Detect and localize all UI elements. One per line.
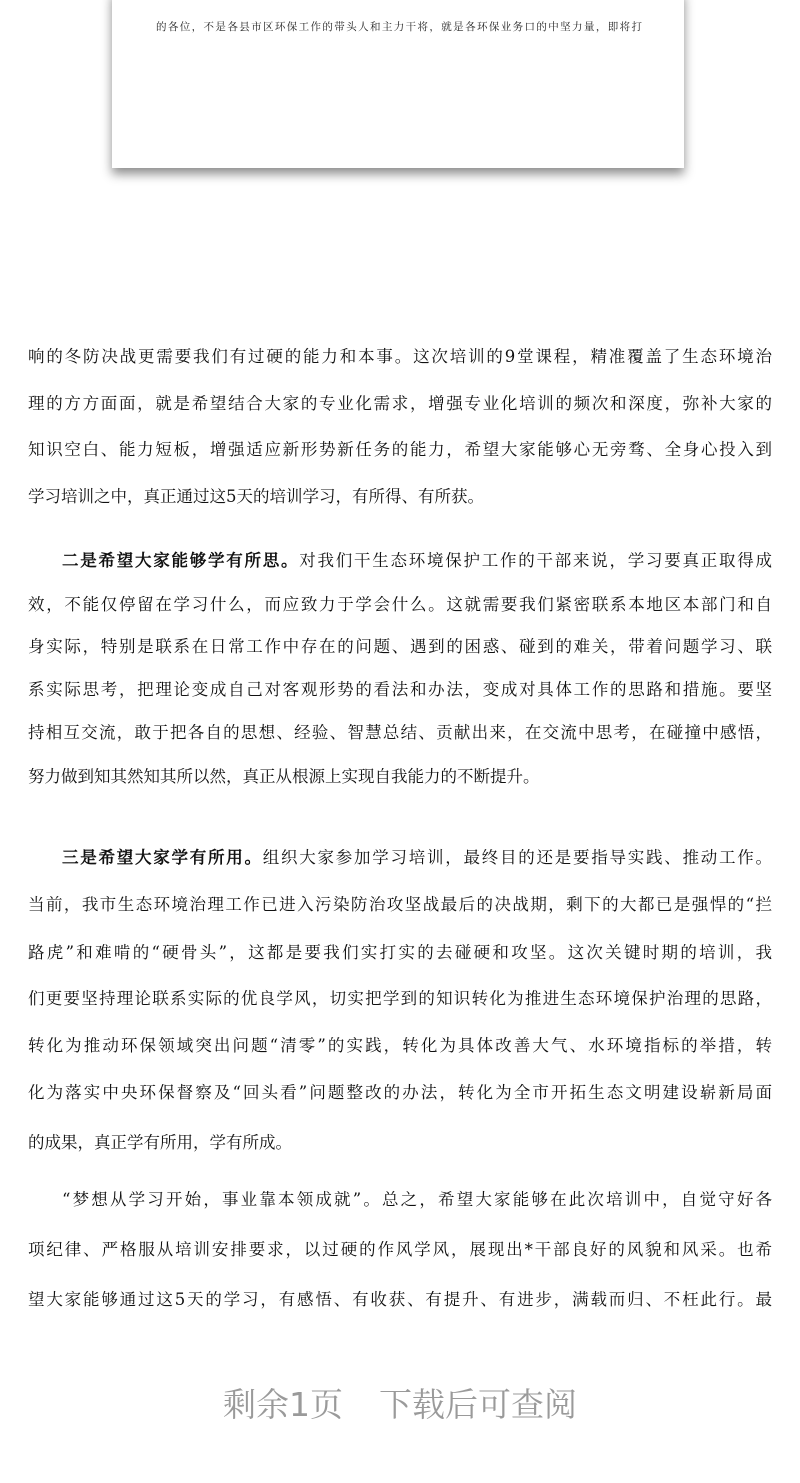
download-hint-label[interactable]: 下载后可查阅 — [379, 1385, 577, 1424]
text-line: 们更要坚持理论联系实际的优良学风，切实把学到的知识转化为推进生态环境保护治理的思路， — [28, 989, 772, 1008]
preview-page-card — [112, 0, 684, 168]
text-line: 当前，我市生态环境治理工作已进入污染防治攻坚战最后的决战期，剩下的大都已是强悍的“拦 — [28, 895, 772, 914]
remaining-pages-label: 剩余1页 — [223, 1385, 343, 1424]
paragraph-lead: 三是希望大家学有所用。 — [62, 848, 263, 867]
text-line: 的成果，真正学有所用，学有所成。 — [28, 1133, 292, 1152]
text-line: 持相互交流，敢于把各自的思想、经验、智慧总结、贡献出来，在交流中思考，在碰撞中感悟， — [28, 723, 772, 742]
text-line-rest: 对我们干生态环境保护工作的干部来说，学习要真正取得成 — [299, 551, 772, 570]
text-line: 望大家能够通过这5天的学习，有感悟、有收获、有提升、有进步，满载而归、不枉此行。最 — [28, 1290, 772, 1309]
text-line: 响的冬防决战更需要我们有过硬的能力和本事。这次培训的9堂课程，精准覆盖了生态环境治 — [28, 347, 772, 366]
text-line: “梦想从学习开始，事业靠本领成就”。总之，希望大家能够在此次培训中，自觉守好各 — [62, 1190, 772, 1209]
text-line — [28, 846, 772, 870]
text-line: 学习培训之中，真正通过这5天的培训学习，有所得、有所获。 — [28, 487, 484, 506]
text-line-rest: 组织大家参加学习培训，最终目的还是要指导实践、推动工作。 — [262, 848, 772, 867]
download-prompt[interactable] — [0, 1383, 800, 1427]
text-line: 化为落实中央环保督察及“回头看”问题整改的办法，转化为全市开拓生态文明建设崭新局面 — [28, 1083, 772, 1102]
text-line: 效，不能仅停留在学习什么，而应致力于学会什么。这就需要我们紧密联系本地区本部门和自 — [28, 595, 772, 614]
text-line: 项纪律、严格服从培训安排要求，以过硬的作风学风，展现出*干部良好的风貌和风采。也希 — [28, 1240, 772, 1259]
text-line: 知识空白、能力短板，增强适应新形势新任务的能力，希望大家能够心无旁骛、全身心投入到 — [28, 440, 772, 459]
preview-text-line: 的各位，不是各县市区环保工作的带头人和主力干将，就是各环保业务口的中坚力量，即将打 — [156, 21, 642, 33]
text-line: 路虎”和难啃的“硬骨头”，这都是要我们实打实的去碰硬和攻坚。这次关键时期的培训，我 — [28, 943, 772, 962]
text-line: 系实际思考，把理论变成自己对客观形势的看法和办法，变成对具体工作的思路和措施。要坚 — [28, 680, 772, 699]
text-line: 努力做到知其然知其所以然，真正从根源上实现自我能力的不断提升。 — [28, 767, 540, 786]
text-line: 理的方方面面，就是希望结合大家的专业化需求，增强专业化培训的频次和深度，弥补大家的 — [28, 394, 772, 413]
text-line: 身实际，特别是联系在日常工作中存在的问题、遇到的困惑、碰到的难关，带着问题学习、联 — [28, 637, 772, 656]
text-line — [28, 549, 772, 573]
text-line: 转化为推动环保领域突出问题“清零”的实践，转化为具体改善大气、水环境指标的举措，转 — [28, 1036, 772, 1055]
paragraph-lead: 二是希望大家能够学有所思。 — [62, 551, 300, 570]
